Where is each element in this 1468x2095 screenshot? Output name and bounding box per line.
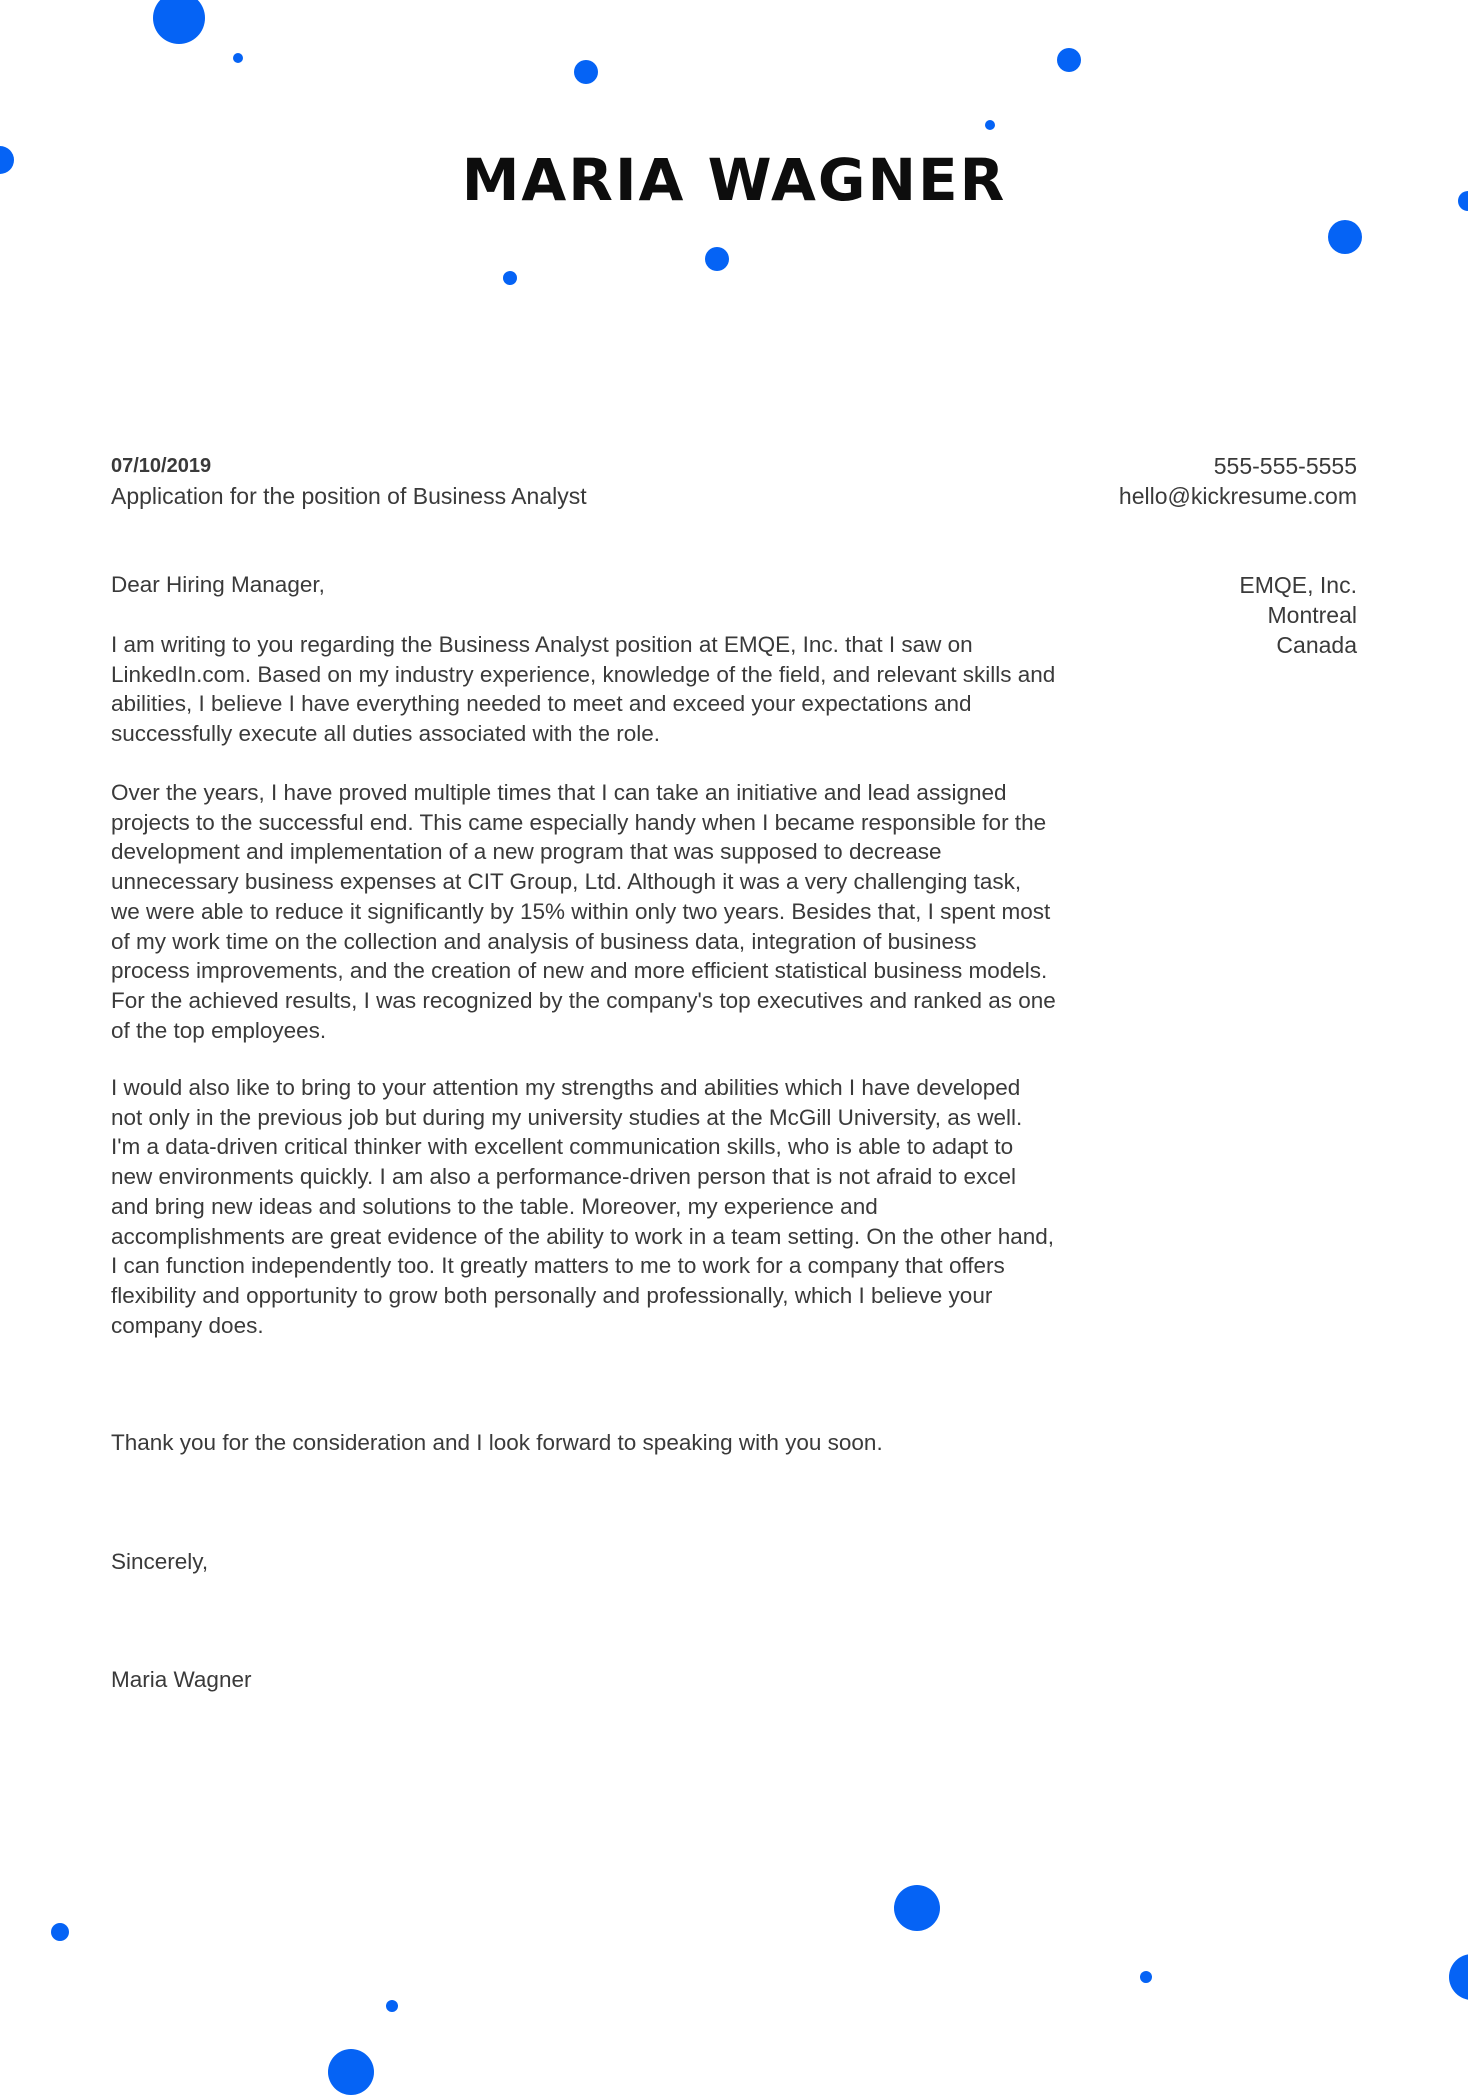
- decorative-dot: [1140, 1971, 1152, 1983]
- decorative-dot: [328, 2049, 374, 2095]
- decorative-dot: [985, 120, 995, 130]
- closing-paragraph: Thank you for the consideration and I look forward to speaking with you soon.: [111, 1430, 883, 1455]
- decorative-dot: [503, 271, 517, 285]
- salutation: Dear Hiring Manager,: [111, 572, 325, 597]
- decorative-dot: [574, 60, 598, 84]
- recipient-country: Canada: [1276, 632, 1357, 658]
- decorative-dot: [1449, 1954, 1468, 2000]
- applicant-name: MARIA WAGNER: [461, 146, 1007, 214]
- closing-phrase: Sincerely,: [111, 1549, 209, 1574]
- recipient-company: EMQE, Inc.: [1239, 572, 1357, 598]
- signature-name: Maria Wagner: [111, 1667, 252, 1692]
- decorative-dot: [1328, 220, 1362, 254]
- letter-subject: Application for the position of Business Analyst: [111, 483, 587, 509]
- body-paragraph: I would also like to bring to your attention my strengths and abilities which I have developed not only in the previous job but during my university studies at the McGill University, as well. I'm a data-driven critical thinker with excellent communication skills, who is able to adapt to new environments quickly. I am also a performance-driven person that is not afraid to excel and bring new ideas and solutions to the table. Moreover, my experience and accomplishments are great evidence of the ability to work in a team setting. On the other hand, I can function independently too. It greatly matters to me to work for a company that offers flexibility and opportunity to grow both personally and professionally, which I believe your company does.: [111, 1075, 1055, 1338]
- email-address: hello@kickresume.com: [1118, 483, 1357, 509]
- decorative-dot: [705, 247, 729, 271]
- decorative-dot: [1057, 48, 1081, 72]
- decorative-dot: [233, 53, 243, 63]
- decorative-dot: [386, 2000, 398, 2012]
- contact-info: [957, 451, 1357, 511]
- decorative-dot: [153, 0, 205, 44]
- decorative-dot: [894, 1885, 940, 1931]
- body-paragraph: I am writing to you regarding the Business Analyst position at EMQE, Inc. that I saw on LinkedIn.com. Based on my industry experience, knowledge of the field, and relevant skills and abilities, I believe I have everything needed to meet and exceed your expectations and successfully execute all duties associated with the role.: [111, 632, 1056, 747]
- recipient-city: Montreal: [1267, 602, 1357, 628]
- phone-number: 555-555-5555: [1213, 453, 1357, 479]
- letter-date: 07/10/2019: [111, 455, 212, 477]
- body-paragraph: Over the years, I have proved multiple times that I can take an initiative and lead assigned projects to the successful end. This came especially handy when I became responsible for the development and implementation of a new program that was supposed to decrease unnecessary business expenses at CIT Group, Ltd. Although it was a very challenging task, we were able to reduce it significantly by 15% within only two years. Besides that, I spent most of my work time on the collection and analysis of business data, integration of business process improvements, and the creation of new and more efficient statistical business models. For the achieved results, I was recognized by the company's top executives and ranked as one of the top employees.: [111, 780, 1056, 1043]
- decorative-dot: [51, 1923, 69, 1941]
